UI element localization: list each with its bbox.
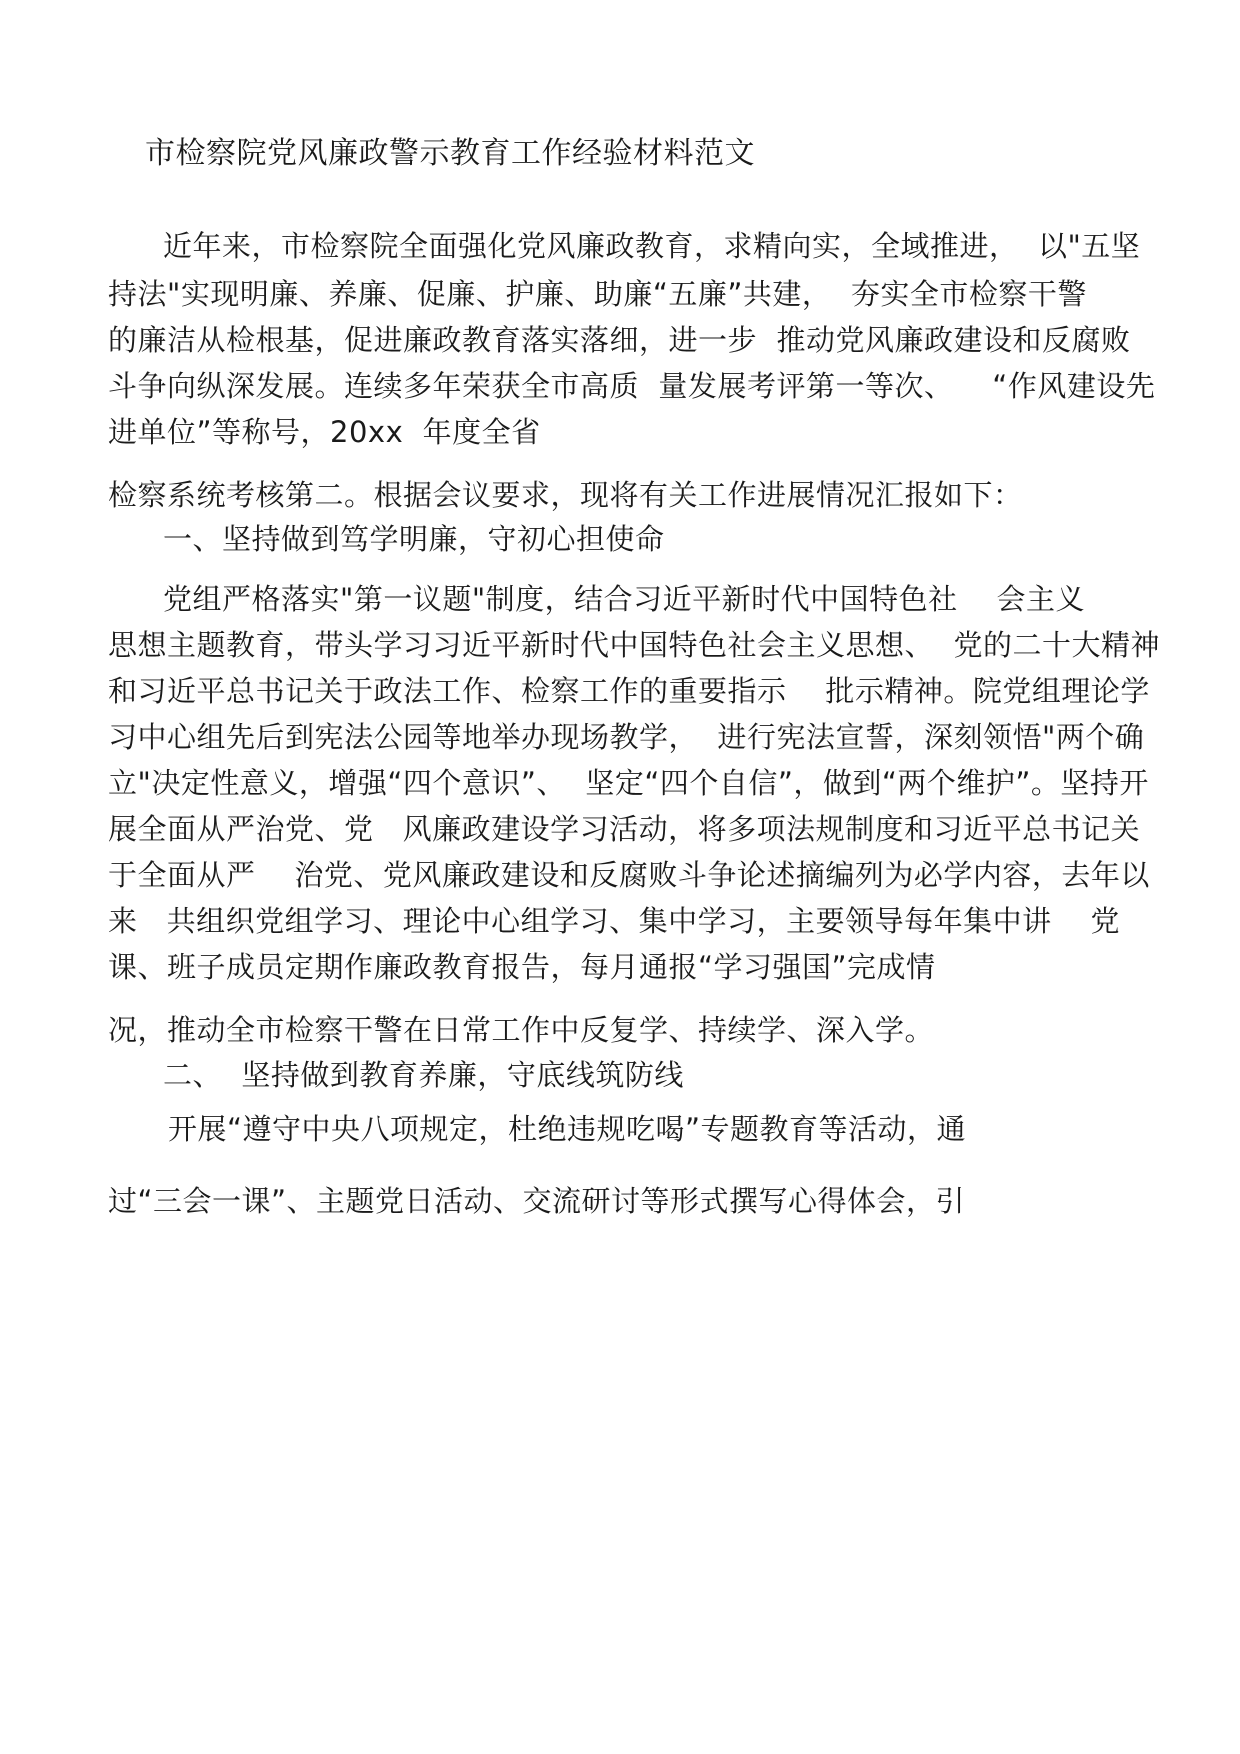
paragraph-line: 于全面从严 治党、党风廉政建设和反腐败斗争论述摘编列为必学内容，去年以 bbox=[108, 858, 1150, 892]
paragraph-line: 立"决定性意义，增强“四个意识”、 坚定“四个自信”，做到“两个维护”。坚持开 bbox=[108, 766, 1149, 800]
paragraph-line: 和习近平总书记关于政法工作、检察工作的重要指示 批示精神。院党组理论学 bbox=[108, 674, 1150, 708]
paragraph-line: 过“三会一课”、主题党日活动、交流研讨等形式撰写心得体会，引 bbox=[108, 1184, 966, 1218]
paragraph-line: 党组严格落实"第一议题"制度，结合习近平新时代中国特色社 会主义 bbox=[163, 582, 1086, 616]
paragraph-line: 检察系统考核第二。根据会议要求，现将有关工作进展情况汇报如下： bbox=[108, 478, 1023, 512]
section-heading-2: 二、 坚持做到教育养廉，守底线筑防线 bbox=[163, 1058, 684, 1092]
paragraph-line: 课、班子成员定期作廉政教育报告，每月通报“学习强国”完成情 bbox=[108, 950, 936, 984]
paragraph-line: 来 共组织党组学习、理论中心组学习、集中学习，主要领导每年集中讲 党 bbox=[108, 904, 1121, 938]
paragraph-line: 近年来，市检察院全面强化党风廉政教育，求精向实，全域推进， 以"五坚 bbox=[163, 229, 1141, 263]
paragraph-line: 开展“遵守中央八项规定，杜绝违规吃喝”专题教育等活动，通 bbox=[168, 1112, 967, 1146]
section-heading-1: 一、坚持做到笃学明廉，守初心担使命 bbox=[163, 522, 665, 556]
paragraph-line: 况，推动全市检察干警在日常工作中反复学、持续学、深入学。 bbox=[108, 1013, 935, 1047]
document-title: 市检察院党风廉政警示教育工作经验材料范文 bbox=[145, 136, 755, 171]
paragraph-line: 斗争向纵深发展。连续多年荣获全市高质 量发展考评第一等次、 “作风建设先 bbox=[108, 369, 1156, 403]
paragraph-line: 思想主题教育，带头学习习近平新时代中国特色社会主义思想、 党的二十大精神 bbox=[108, 628, 1160, 662]
paragraph-line: 持法"实现明廉、养廉、促廉、护廉、助廉“五廉”共建， 夯实全市检察干警 bbox=[108, 277, 1087, 311]
paragraph-line: 习中心组先后到宪法公园等地举办现场教学， 进行宪法宣誓，深刻领悟"两个确 bbox=[108, 720, 1145, 754]
paragraph-line: 的廉洁从检根基，促进廉政教育落实落细，进一步 推动党风廉政建设和反腐败 bbox=[108, 323, 1131, 357]
paragraph-line: 进单位”等称号，20xx 年度全省 bbox=[108, 415, 541, 449]
paragraph-line: 展全面从严治党、党 风廉政建设学习活动，将多项法规制度和习近平总书记关 bbox=[108, 812, 1141, 846]
